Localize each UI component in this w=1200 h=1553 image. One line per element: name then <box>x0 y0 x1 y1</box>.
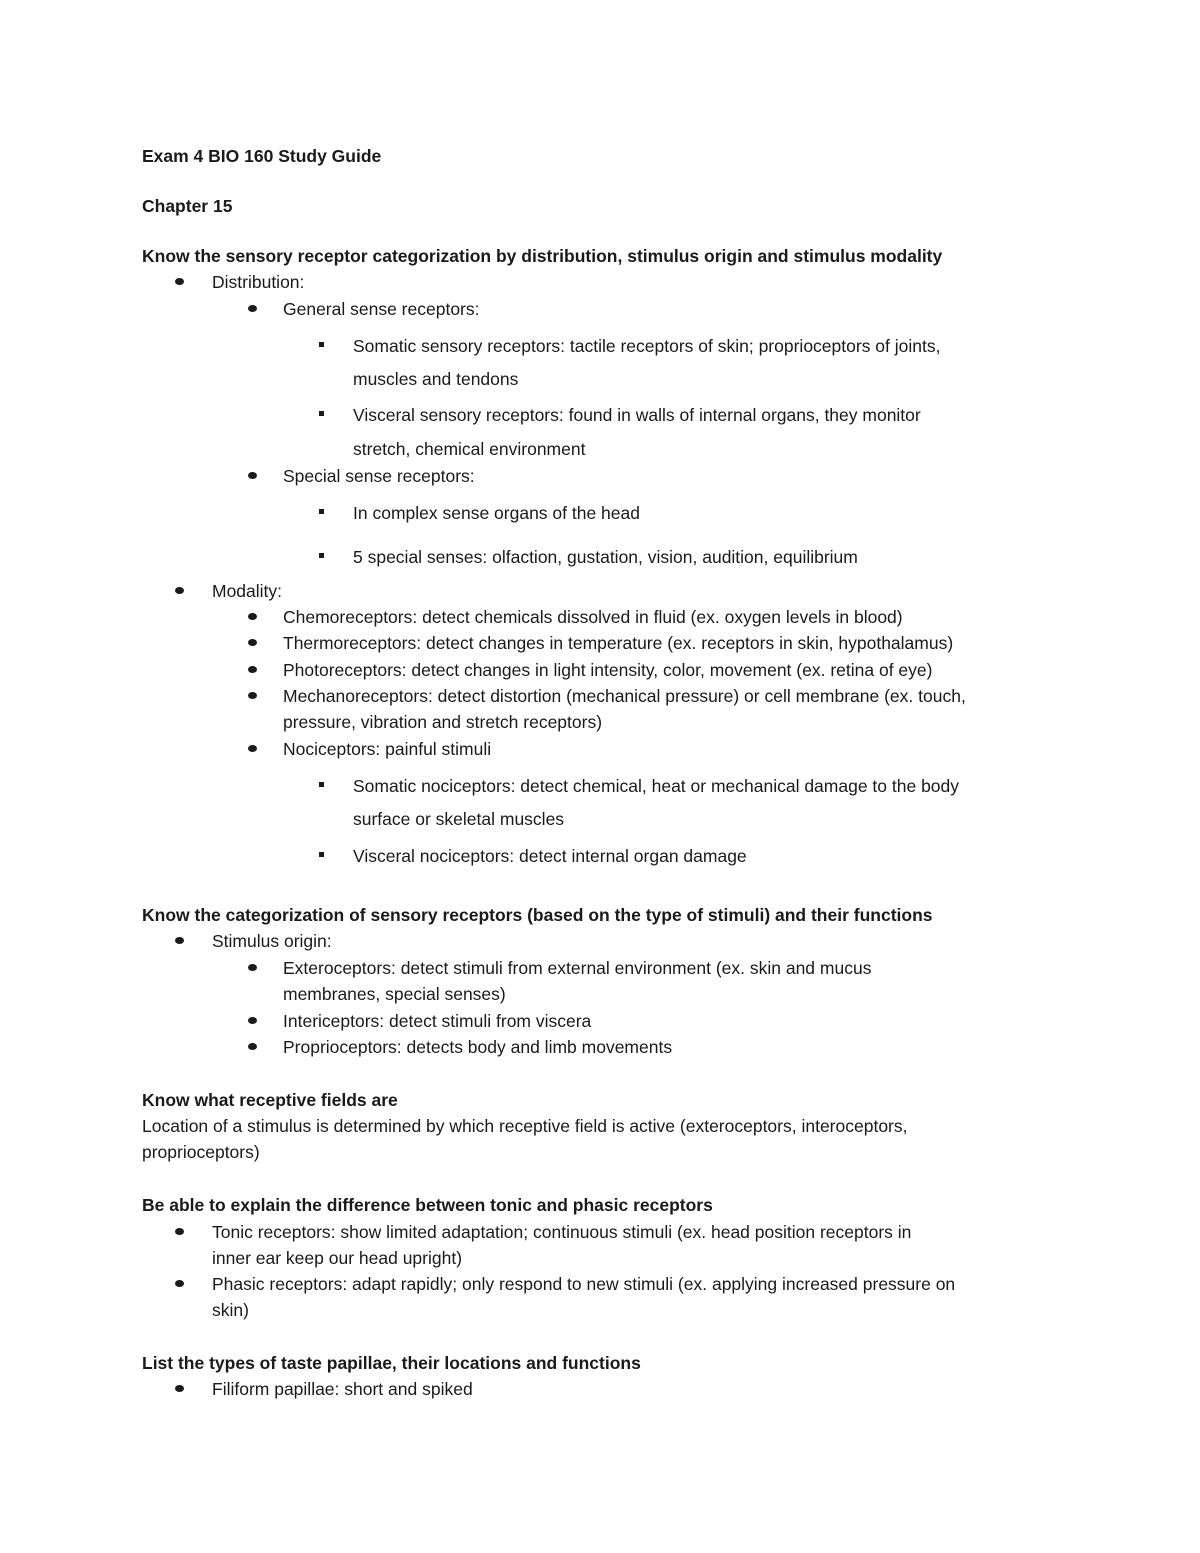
square-bullet-icon <box>319 342 324 347</box>
list-item-distribution: Distribution: <box>212 272 305 292</box>
chapter-heading: Chapter 15 <box>142 196 233 216</box>
paragraph-receptive-fields-cont: proprioceptors) <box>142 1142 260 1162</box>
section-heading-receptive-fields: Know what receptive fields are <box>142 1090 398 1110</box>
list-item-general-sense: General sense receptors: <box>283 299 480 319</box>
list-item-stimulus-origin: Stimulus origin: <box>212 931 332 951</box>
list-item-mechanoreceptors-cont: pressure, vibration and stretch receptors) <box>283 712 603 732</box>
list-item-somatic-nociceptors-cont: surface or skeletal muscles <box>353 809 565 829</box>
bullet-icon <box>175 937 184 944</box>
list-item-nociceptors: Nociceptors: painful stimuli <box>283 739 492 759</box>
list-item-chemoreceptors: Chemoreceptors: detect chemicals dissolved in fluid (ex. oxygen levels in blood) <box>283 607 903 627</box>
bullet-icon <box>248 1017 257 1024</box>
list-item-exteroceptors: Exteroceptors: detect stimuli from external environment (ex. skin and mucus <box>283 958 872 978</box>
bullet-icon <box>175 587 184 594</box>
section-heading-tonic-phasic: Be able to explain the difference between tonic and phasic receptors <box>142 1195 713 1215</box>
bullet-icon <box>248 964 257 971</box>
list-item-thermoreceptors: Thermoreceptors: detect changes in temperature (ex. receptors in skin, hypothalamus) <box>283 633 954 653</box>
bullet-icon <box>248 472 257 479</box>
document-title: Exam 4 BIO 160 Study Guide <box>142 146 382 166</box>
bullet-icon <box>248 613 257 620</box>
bullet-icon <box>248 666 257 673</box>
bullet-icon <box>175 278 184 285</box>
section-heading-categorization-stimuli: Know the categorization of sensory receptors (based on the type of stimuli) and their functions <box>142 905 933 925</box>
list-item-visceral-nociceptors: Visceral nociceptors: detect internal organ damage <box>353 846 747 866</box>
list-item-exteroceptors-cont: membranes, special senses) <box>283 984 506 1004</box>
list-item-tonic: Tonic receptors: show limited adaptation; continuous stimuli (ex. head position receptors in <box>212 1222 912 1242</box>
list-item-special-senses: 5 special senses: olfaction, gustation, vision, audition, equilibrium <box>353 547 858 567</box>
square-bullet-icon <box>319 553 324 558</box>
list-item-mechanoreceptors: Mechanoreceptors: detect distortion (mechanical pressure) or cell membrane (ex. touch, <box>283 686 966 706</box>
section-heading-taste-papillae: List the types of taste papillae, their locations and functions <box>142 1353 641 1373</box>
bullet-icon <box>175 1228 184 1235</box>
list-item-visceral-sensory: Visceral sensory receptors: found in walls of internal organs, they monitor <box>353 405 921 425</box>
bullet-icon <box>248 305 257 312</box>
list-item-somatic-nociceptors: Somatic nociceptors: detect chemical, heat or mechanical damage to the body <box>353 776 960 796</box>
list-item-filiform: Filiform papillae: short and spiked <box>212 1379 473 1399</box>
bullet-icon <box>175 1280 184 1287</box>
list-item-proprioceptors: Proprioceptors: detects body and limb movements <box>283 1037 673 1057</box>
section-heading-receptor-categorization: Know the sensory receptor categorization by distribution, stimulus origin and stimulus modality <box>142 246 943 266</box>
square-bullet-icon <box>319 852 324 857</box>
list-item-complex-organs: In complex sense organs of the head <box>353 503 640 523</box>
list-item-phasic-cont: skin) <box>212 1300 249 1320</box>
list-item-tonic-cont: inner ear keep our head upright) <box>212 1248 463 1268</box>
bullet-icon <box>248 639 257 646</box>
list-item-somatic-sensory: Somatic sensory receptors: tactile receptors of skin; proprioceptors of joints, <box>353 336 941 356</box>
list-item-modality: Modality: <box>212 581 283 601</box>
list-item-photoreceptors: Photoreceptors: detect changes in light intensity, color, movement (ex. retina of eye) <box>283 660 933 680</box>
bullet-icon <box>175 1385 184 1392</box>
square-bullet-icon <box>319 782 324 787</box>
list-item-special-sense: Special sense receptors: <box>283 466 475 486</box>
square-bullet-icon <box>319 411 324 416</box>
paragraph-receptive-fields: Location of a stimulus is determined by which receptive field is active (exteroceptors, interoceptors, <box>142 1116 908 1136</box>
list-item-somatic-sensory-cont: muscles and tendons <box>353 369 519 389</box>
list-item-visceral-sensory-cont: stretch, chemical environment <box>353 439 586 459</box>
bullet-icon <box>248 692 257 699</box>
bullet-icon <box>248 745 257 752</box>
list-item-phasic: Phasic receptors: adapt rapidly; only respond to new stimuli (ex. applying increased pressure on <box>212 1274 956 1294</box>
bullet-icon <box>248 1043 257 1050</box>
square-bullet-icon <box>319 509 324 514</box>
list-item-interoceptors: Intericeptors: detect stimuli from viscera <box>283 1011 592 1031</box>
